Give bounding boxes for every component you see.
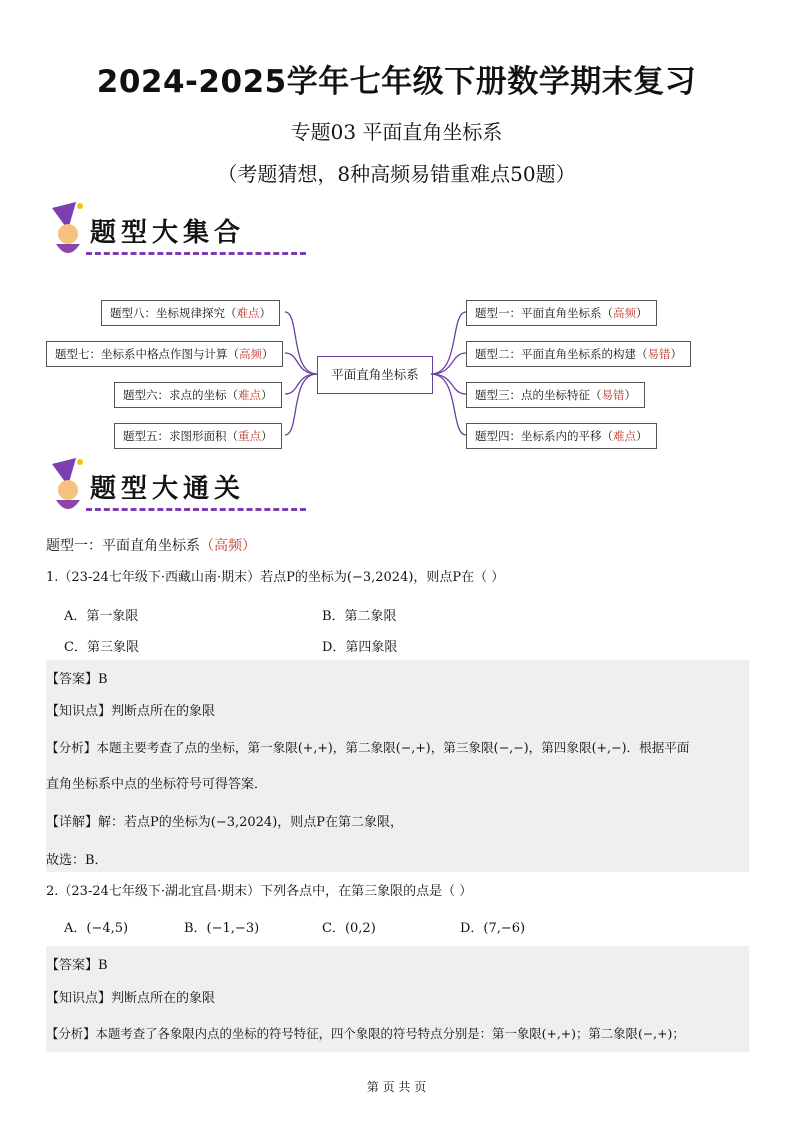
mindmap bbox=[0, 0, 793, 460]
question-2-option-c: C．(0,2) bbox=[322, 921, 376, 936]
question-1-analysis: 【分析】本题主要考查了点的坐标，第一象限(+,+)，第二象限(−,+)，第三象限(−,−)，第四象限(+,−)．根据平面 bbox=[46, 740, 690, 755]
question-2-option-d: D．(7,−6) bbox=[460, 921, 526, 936]
question-1-option-b: B．第二象限 bbox=[322, 609, 397, 624]
banner-clearance-text: 题型大通关 bbox=[90, 474, 246, 504]
section-heading: 题型一：平面直角坐标系（高频） bbox=[46, 538, 256, 554]
question-1-analysis-cont: 直角坐标系中点的坐标符号可得答案． bbox=[46, 777, 268, 792]
question-1-option-c: C．第三象限 bbox=[64, 640, 139, 655]
mindmap-node-type8: 题型八：坐标规律探究（难点） bbox=[101, 300, 280, 326]
banner-clearance-underline bbox=[86, 508, 306, 511]
mindmap-center: 平面直角坐标系 bbox=[317, 356, 433, 394]
question-1-option-d: D．第四象限 bbox=[322, 640, 398, 655]
mindmap-node-type6: 题型六：求点的坐标（难点） bbox=[114, 382, 282, 408]
question-2-knowledge: 【知识点】判断点所在的象限 bbox=[46, 991, 216, 1006]
document-subtitle-2: （考题猜想，8种高频易错重难点50题） bbox=[217, 162, 576, 186]
page-footer: 第 页 共 页 bbox=[366, 1080, 427, 1094]
question-1-knowledge: 【知识点】判断点所在的象限 bbox=[46, 704, 216, 719]
question-1-solution bbox=[46, 660, 749, 872]
mindmap-node-type5: 题型五：求图形面积（重点） bbox=[114, 423, 282, 449]
banner-collection-text: 题型大集合 bbox=[90, 218, 246, 248]
mindmap-node-type3: 题型三：点的坐标特征（易错） bbox=[466, 382, 645, 408]
document-title: 2024-2025学年七年级下册数学期末复习 bbox=[96, 64, 697, 100]
document-subtitle: 专题03 平面直角坐标系 bbox=[290, 120, 503, 144]
mindmap-node-type4: 题型四：坐标系内的平移（难点） bbox=[466, 423, 657, 449]
question-2-option-b: B．(−1,−3) bbox=[184, 921, 260, 936]
question-2-stem: 2.（23-24七年级下·湖北宜昌·期末）下列各点中，在第三象限的点是（ ） bbox=[46, 884, 473, 899]
question-1-choice: 故选：B． bbox=[46, 853, 108, 868]
mindmap-node-type2: 题型二：平面直角坐标系的构建（易错） bbox=[466, 341, 691, 367]
question-2-analysis: 【分析】本题考查了各象限内点的坐标的符号特征，四个象限的符号特点分别是：第一象限(+,+)；第二象限(−,+)； bbox=[46, 1026, 685, 1041]
question-1-stem: 1.（23-24七年级下·西藏山南·期末）若点P的坐标为(−3,2024)，则点P在（ ） bbox=[46, 570, 505, 585]
question-1-detail: 【详解】解：若点P的坐标为(−3,2024)，则点P在第二象限， bbox=[46, 815, 404, 830]
question-1-answer: 【答案】B bbox=[46, 672, 108, 687]
banner-clearance bbox=[46, 456, 276, 524]
mindmap-node-type1: 题型一：平面直角坐标系（高频） bbox=[466, 300, 657, 326]
question-2-answer: 【答案】B bbox=[46, 958, 108, 973]
mindmap-node-type7: 题型七：坐标系中格点作图与计算（高频） bbox=[46, 341, 283, 367]
question-1-option-a: A．第一象限 bbox=[64, 609, 139, 624]
wizard-icon bbox=[46, 456, 88, 518]
question-2-option-a: A．(−4,5) bbox=[64, 921, 129, 936]
